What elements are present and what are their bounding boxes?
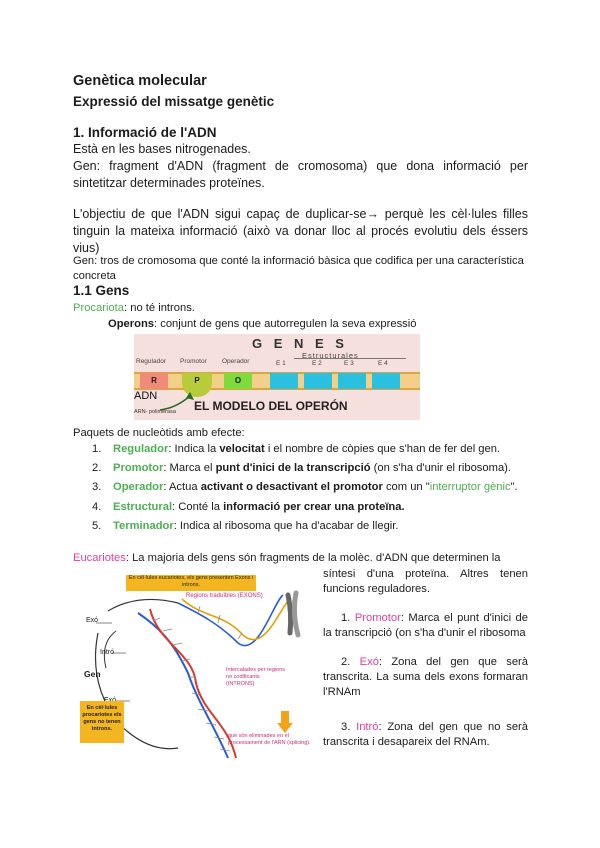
list-item (323, 720, 528, 750)
list-number: 5. (92, 519, 102, 532)
list-item (323, 655, 528, 700)
list-item (323, 611, 528, 641)
list-term: Regulador (113, 443, 169, 455)
list-text: : Marca el (163, 462, 216, 475)
e1-label: E 1 (276, 360, 286, 367)
list-bold: velocitat (219, 443, 265, 455)
procariota-label: Procariota (73, 302, 124, 314)
list-number: 3. (341, 721, 351, 733)
list-green: interruptor gènic (429, 481, 511, 494)
paragraph: síntesi d'una proteïna. Altres tenen funcions reguladores. (323, 568, 528, 595)
operons-text: : conjunt de gens que autorregulen la seva expressió (154, 318, 417, 330)
list-term: Promotor (354, 612, 401, 624)
intro-label: Intró (100, 649, 115, 656)
page-subtitle: Expressió del missatge genètic (73, 94, 275, 109)
list-text: (on s'ha d'unir el ribosoma). (370, 462, 511, 475)
eucariotes-label: Eucariotes (73, 552, 126, 564)
list-term: Terminador (113, 519, 174, 532)
list-text: : Conté la (172, 500, 224, 513)
list-text: i el nombre de còpies que s'han de fer del gen. (264, 443, 501, 455)
list-term: Operador (113, 481, 164, 494)
section-heading: 1.1 Gens (73, 283, 130, 298)
procariota-line (73, 301, 195, 316)
box-o: O (224, 373, 252, 389)
introns-label: Intercalades per regions no codificants (INTRONS) (226, 667, 286, 687)
genes-title: G E N E S (252, 336, 348, 351)
box-e3 (338, 373, 366, 389)
operador-label: Operador (222, 358, 250, 365)
gen-label: Gen (84, 669, 101, 679)
box-e4 (372, 373, 400, 389)
list-item (92, 519, 518, 533)
list-text: : Zona del gen que serà transcrita. La suma dels exons formaran l'RNAm (323, 656, 528, 698)
list-text: : Indica la (168, 443, 220, 455)
list-text: : Zona del gen que no serà transcrita i desapareix del RNAm. (323, 721, 529, 748)
list-number: 1. (341, 612, 351, 624)
operon-caption: EL MODELO DEL OPERÓN (194, 399, 348, 413)
top-banner: En cèl·lules eucariotes, els gens presenten Exons i introns. (126, 575, 256, 591)
list-number: 2. (92, 462, 102, 475)
box-r: R (140, 373, 168, 389)
box-e2 (304, 373, 332, 389)
exo-label-1: Exó (86, 617, 99, 624)
e2-label: E 2 (312, 360, 322, 367)
box-p: P (182, 373, 212, 397)
process-label: que són eliminades en el processament de l'ARN (splicing). (228, 733, 311, 746)
list-text: ". (510, 481, 518, 494)
exons-label: Regions traduïbles (EXONS) (186, 593, 263, 599)
page-title: Genètica molecular (73, 73, 207, 89)
list-text: : Indica al ribosoma que ha d'acabar de llegir. (173, 519, 399, 532)
regulador-label: Regulador (136, 358, 166, 365)
operons-line (108, 317, 416, 332)
list-number: 2. (341, 656, 351, 668)
eucariotes-right-column (323, 567, 528, 750)
list-term: Promotor (113, 462, 164, 475)
list-number: 1. (92, 443, 102, 455)
list-item (92, 480, 518, 494)
paquets-intro: Paquets de nucleòtids amb efecte: (73, 427, 245, 439)
e3-label: E 3 (344, 360, 354, 367)
list-number: 3. (92, 481, 102, 494)
paragraph: L'objectiu de que l'ADN sigui capaç de duplicar-se→ perquè les cèl·lules filles tinguin la mateixa informació (això va donar lloc al procés evolutiu dels éssers vius) (73, 207, 528, 255)
e4-label: E 4 (378, 360, 388, 367)
list-item (92, 500, 518, 514)
adn-label: ADN (134, 390, 158, 402)
operons-label: Operons (108, 318, 155, 330)
list-bold: informació per crear una proteïna. (223, 500, 405, 513)
operon-figure (134, 334, 420, 420)
list-term: Exó (359, 656, 379, 668)
section-heading: 1. Informació de l'ADN (73, 125, 217, 140)
eucariotes-text: : La majoria dels gens són fragments de la molèc. d'ADN que determinen la (125, 552, 501, 564)
paragraph: Gen: tros de cromosoma que conté la informació bàsica que codifica per una característica concreta (73, 255, 524, 282)
procariota-text: : no té introns. (124, 302, 195, 314)
estructurales-label: Estructurales (302, 351, 359, 360)
list-bold: activant o desactivant el promotor (200, 481, 383, 494)
procariotes-box: En cèl·lules procariotes els gens no tenen introns. (80, 701, 124, 743)
list-item (92, 442, 518, 456)
list-item (92, 461, 518, 475)
polimerasa-label: ARN- polimerasa (134, 409, 176, 415)
paragraph: Gen: fragment d'ADN (fragment de cromosoma) que dona informació per sintetitzar determinades proteïnes. (73, 159, 528, 190)
box-e1 (270, 373, 298, 389)
list-term: Estructural (113, 500, 173, 513)
list-term: Intró (356, 721, 379, 733)
list-text: com un " (382, 481, 430, 494)
paquets-list (92, 442, 518, 538)
list-bold: punt d'inici de la transcripció (215, 462, 371, 475)
paragraph: Està en les bases nitrogenades. (73, 142, 251, 156)
list-number: 4. (92, 500, 102, 513)
list-text: : Marca el punt d'inici de la transcripció (on s'ha d'unir el ribosoma (323, 612, 528, 639)
gene-figure (78, 573, 318, 760)
eucariotes-line (73, 551, 528, 566)
list-text: : Actua (163, 481, 201, 494)
promotor-label: Promotor (180, 358, 207, 365)
